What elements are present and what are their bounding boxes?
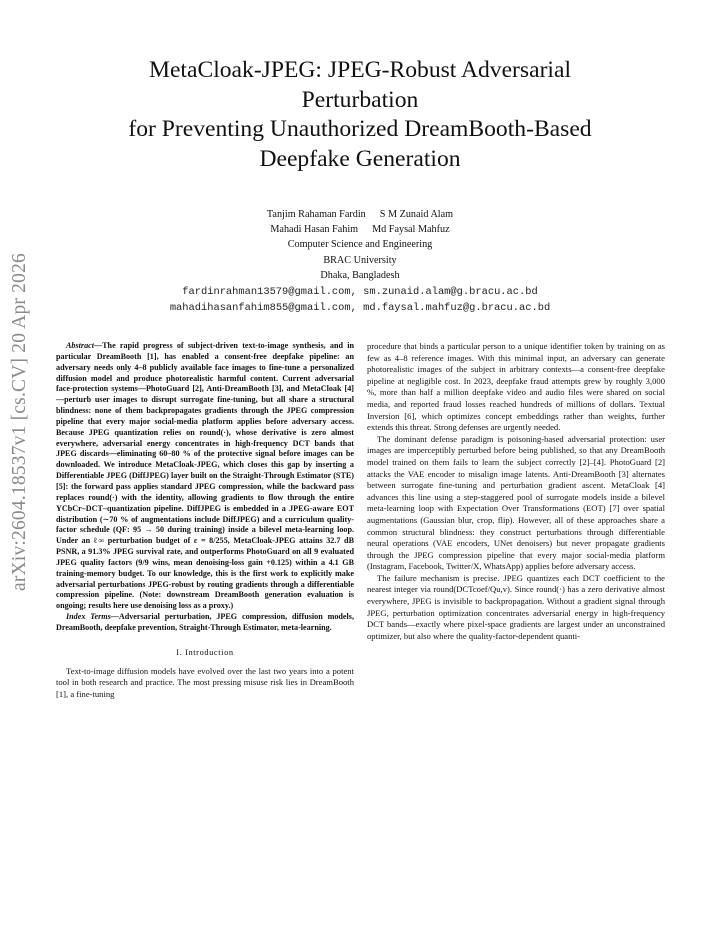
email-block (70, 285, 650, 316)
author-location: Dhaka, Bangladesh (320, 269, 400, 281)
arxiv-stamp (2, 232, 38, 612)
abstract-text: The rapid progress of subject-driven text-to-image synthesis, and in particular DreamBooth [1], has enabled a consent-free deepfake pipeline: an adversary needs only 4–8 publicly available face images to fine-tune a personalized diffusion model and produce photorealistic harmful content. Current adversarial face-protection systems—PhotoGuard [2], Anti-DreamBooth [3], and MetaCloak [4]—perturb user images to disrupt surrogate fine-tuning, but all share a structural blindness: none of them backpropagates gradients through the JPEG compression pipeline that every major social-media platform applies before adversary access. Because JPEG quantization relies on round(·), whose derivative is zero almost everywhere, adversarial energy concentrates in high-frequency DCT bands that JPEG discards—eliminating 60–80 % of the protective signal before images can be downloaded. We introduce MetaCloak-JPEG, which closes this gap by inserting a Differentiable JPEG (DiffJPEG) layer built on the Straight-Through Estimator (STE) [5]: the forward pass applies standard JPEG compression, while the backward pass replaces round(·) with the identity, allowing gradients to flow through the entire YCbCr–DCT–quantization pipeline. DiffJPEG is embedded in a JPEG-aware EOT distribution (∼70 % of augmentations include DiffJPEG) and a curriculum quality-factor schedule (QF: 95 → 50 during training) inside a bilevel meta-learning loop. Under an ℓ∞ perturbation budget of ε = 8/255, MetaCloak-JPEG attains 32.7 dB PSNR, a 91.3% JPEG survival rate, and outperforms PhotoGuard on all 9 evaluated JPEG quality factors (9/9 wins, mean denoising-loss gain +0.125) within a 4.1 GB training-memory budget. To our knowledge, this is the first work to explicitly make adversarial perturbations JPEG-robust by routing gradients through a differentiable compression pipeline. (Note: downstream DreamBooth generation evaluation is ongoing; results here use denoising loss as a proxy.) (56, 341, 354, 611)
title-line: for Preventing Unauthorized DreamBooth-Based (128, 116, 592, 142)
left-column (56, 341, 354, 700)
email-row (70, 301, 650, 317)
title-line: Perturbation (301, 86, 419, 113)
right-column (367, 341, 665, 642)
author-department: Computer Science and Engineering (287, 239, 433, 251)
arxiv-stamp-text: arXiv:2604.18537v1 [cs.CV] 20 Apr 2026 (9, 253, 30, 591)
section-heading: I. Introduction (176, 647, 234, 657)
author-name: S M Zunaid Alam (379, 209, 454, 220)
body-paragraph: The dominant defense paradigm is poisoning-based adversarial protection: user images are imperceptibly perturbed before being published, so that any DreamBooth model trained on them fails to learn the subject correctly [2]–[4]. PhotoGuard [2] attacks the VAE encoder to misalign image latents. Anti-DreamBooth [3] alternates between surrogate fine-tuning and perturbation gradient ascent. MetaCloak [4] advances this line using a step-staggered pool of surrogate models inside a bilevel meta-learning loop with Expectation Over Transformations (EOT) [7] over spatial augmentations (Gaussian blur, crop, flip). However, all of these approaches share a common structural blindness: they construct perturbations through differentiable neural operations (VAE encoders, UNet denoisers) but never propagate gradients through the JPEG compression pipeline that every major social-media platform (Instagram, Facebook, Twitter/X, WhatsApp) applies before adversary access. (367, 433, 665, 572)
author-name: Mahadi Hasan Fahim (270, 224, 359, 236)
author-row (70, 207, 650, 222)
title-line: MetaCloak-JPEG: JPEG-Robust Adversarial (148, 57, 572, 83)
body-paragraph: procedure that binds a particular person to a unique identifier token by training on as few as 4–8 reference images. With this minimal input, an adversary can generate photorealistic images of the subject in arbitrary contexts—a consent-free deepfake pipeline at negligible cost. In 2023, deepfake fraud attempts grew by roughly 3,000 %, more than half a million deepfake video and audio files were shared on social media, and reported fraud losses reached hundreds of millions of dollars. Textual Inversion [6], which optimizes concept embeddings rather than weights, further extends this threat. Strong defenses are urgently needed. (367, 341, 665, 433)
email-link[interactable]: fardinrahman13579@gmail.com, (182, 286, 357, 298)
index-terms-label: Index Terms— (66, 612, 119, 622)
title-line: Deepfake Generation (259, 145, 461, 172)
body-paragraph: The failure mechanism is precise. JPEG quantizes each DCT coefficient to the nearest integer via round(DCTcoef/Qu,v). Since round(·) has a zero derivative almost everywhere, JPEG is invisible to backpropagation. Without a gradient signal through JPEG, perturbation optimization concentrates adversarial energy in high-frequency DCT bands—exactly where pixel-space gradients are largest under an unconstrained optimizer, but also where the quality-factor-dependent quanti- (367, 572, 665, 641)
index-terms (56, 612, 354, 634)
abstract (56, 341, 354, 612)
index-terms-text: Adversarial perturbation, JPEG compression, diffusion models, DreamBooth, deepfake prevention, Straight-Through Estimator, meta-learning. (56, 612, 354, 632)
author-block (70, 207, 650, 283)
author-name: Md Faysal Mahfuz (372, 224, 450, 236)
email-link[interactable]: sm.zunaid.alam@g.bracu.ac.bd (363, 286, 538, 298)
email-row (70, 285, 650, 301)
paper-title (70, 56, 650, 174)
author-row (70, 222, 650, 237)
email-link[interactable]: mahadihasanfahim855@gmail.com, (169, 301, 357, 314)
email-link[interactable]: md.faysal.mahfuz@g.bracu.ac.bd (363, 301, 551, 314)
abstract-label: Abstract— (66, 341, 103, 350)
author-name: Tanjim Rahaman Fardin (266, 209, 366, 220)
author-institution: BRAC University (323, 254, 397, 266)
intro-paragraph: Text-to-image diffusion models have evolved over the last two years into a potent tool in both research and practice. The most pressing misuse risk lies in DreamBooth [1], a fine-tuning (56, 665, 354, 699)
